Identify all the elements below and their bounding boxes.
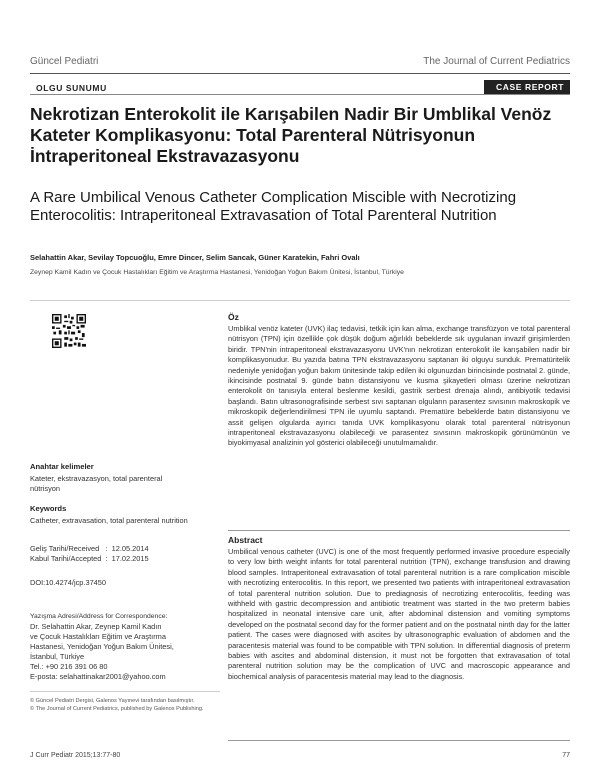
correspondence-block	[30, 612, 220, 682]
keywords-tr: Kateter, ekstravazasyon, total parenteral nütrisyon	[30, 474, 163, 493]
author-list: Selahattin Akar, Sevilay Topcuoğlu, Emre Dincer, Selim Sancak, Güner Karatekin, Fahri Ovalı	[30, 253, 360, 262]
correspondence-heading: Yazışma Adresi/Address for Correspondence:	[30, 613, 168, 620]
qr-code-icon	[52, 314, 86, 348]
section-rule	[30, 94, 570, 95]
journal-name-en: The Journal of Current Pediatrics	[423, 56, 570, 67]
abstract-en-text: Umbilical venous catheter (UVC) is one of the most frequently performed invasive procedure especially to very low birth weight infants for total parenteral nutrition (TPN), exchange transfusion and drawing blood samples. Intraperitoneal extravasation of total parenteral nutrition is a rare complication miscible with necrotizing enterocolitis. In this report, we presented two patients with intraperitoneal extravasation of total parenteral nutrition solution. Due to prediagnosis of necrotizing enterocolitis, feeding was withheld with gastric decompression and antibiotic treatment was started in the two preterm babies hospitalized in neonatal intensive care unit, after abdominal distension and vomiting symptoms developed on the postnatal second day for the former patient and on the postnatal ninth day for the latter patient. The cases were diagnosed with ascites by ultrasonographic evaluation of abdomen and the paracentesis material was found to be compatible with TPN solution. In differential diagnosis of preterm babies with ascites and abdominal distension, it must not be forgotten that extravasation of total parenteral nutrition solution may be the complication of UVC and macroscopic appearance and biochemical analysis of paracentesis material may lead to the diagnosis.	[228, 547, 570, 681]
accepted-date: Kabul Tarihi/Accepted : 17.02.2015	[30, 554, 149, 563]
doi[interactable]: DOI:10.4274/jcp.37450	[30, 578, 107, 587]
correspondence-line: ve Çocuk Hastalıkları Eğitim ve Araştırma	[30, 632, 166, 641]
correspondence-line: Hastanesi, Yenidoğan Yoğun Bakım Ünitesi,	[30, 642, 174, 651]
correspondence-line: İstanbul, Türkiye	[30, 652, 85, 661]
abstract-tr-heading: Öz	[228, 312, 239, 322]
affiliation: Zeynep Kamil Kadın ve Çocuk Hastalıkları Eğitim ve Araştırma Hastanesi, Yenidoğan Yoğun Bakım Ünitesi, İstanbul, Türkiye	[30, 269, 404, 276]
copyright-en: © The Journal of Current Pediatrics, published by Galenos Publishing.	[30, 706, 204, 712]
correspondence-email[interactable]: E-posta: selahattinakar2001@yahoo.com	[30, 672, 166, 681]
correspondence-phone: Tel.: +90 216 391 06 80	[30, 662, 108, 671]
copyright-tr: © Güncel Pediatri Dergisi, Galenos Yayınevi tarafından basılmıştır.	[30, 698, 195, 704]
copyright-rule	[30, 691, 220, 692]
keywords-en-heading: Keywords	[30, 504, 67, 513]
keywords-tr-heading: Anahtar kelimeler	[30, 462, 94, 471]
journal-name-tr: Güncel Pediatri	[30, 56, 99, 67]
section-label-en: CASE REPORT	[484, 80, 570, 94]
abstract-divider	[228, 530, 570, 531]
header-rule	[30, 73, 570, 74]
copyright-block	[30, 697, 230, 713]
keywords-en: Catheter, extravasation, total parenteral nutrition	[30, 516, 188, 525]
correspondence-line: Dr. Selahattin Akar, Zeynep Kamil Kadın	[30, 622, 162, 631]
received-date: Geliş Tarihi/Received : 12.05.2014	[30, 544, 149, 553]
abstract-tr-text: Umblikal venöz kateter (UVK) ilaç tedavisi, tetkik için kan alma, exchange transfüzyon ve total parenteral nütrisyon (TPN) için özellikle çok düşük doğum ağırlıklı bebeklerde sık uygulanan invazif girişimlerden biridir. TPN'nin intraperitoneal ekstravazasyonu UVK'nın nekrotizan enterokolit ile karışabilen nadir bir komplikasyonudur. Bu yazıda batına TPN ekstravazasyonu saptanan iki olguyu sunduk. Prematüritelik nedeniyle yenidoğan yoğun bakım ünitesinde takip edilen iki olgunuzdan birincisinde postnatal 2. günde, ikincisinde postnatal 9. günde batın distansiyonu ve kusma şikayetleri olması üzerine nekrotizan enterokolit ön tanısıyla enteral beslenme kesildi, gastrik serbest drenaja alındı, antibiyotik tedavisi başlandı. Batın ultrasonografisinde serbest sıvı saptanan olguların parasentez sıvısının makroskopik ve mikroskopik değerlendirilmesi TPN ile uyumlu saptandı. Prematüre bebeklerde batın distansiyonu ve assit gelişen olgularda ayırıcı tanıda UVK komplikasyonu olarak total parenteral nütrisyonun intraperitoneal ekstravazasyonu olabileceği ve parasentez sıvısının makroskopik görünümünün ve biyokimyasal analizinin yol gösterici olabileceği unutulmamalıdır.	[228, 324, 570, 448]
page-number: 77	[562, 752, 570, 759]
article-title-en: A Rare Umbilical Venous Catheter Complication Miscible with Necrotizing Enterocolitis: Intraperitoneal Extravasation of Total Parenteral Nutrition	[30, 189, 517, 224]
body-rule	[30, 300, 570, 301]
article-title-tr: Nekrotizan Enterokolit ile Karışabilen Nadir Bir Umblikal Venöz Kateter Komplikasyonu: Total Parenteral Nütrisyonun İntraperitoneal Ekstravazasyonu	[30, 104, 552, 166]
section-label-tr: OLGU SUNUMU	[36, 83, 107, 93]
abstract-en-heading: Abstract	[228, 535, 263, 545]
abstract-end-rule	[228, 740, 570, 741]
citation: J Curr Pediatr 2015;13:77-80	[30, 752, 121, 759]
